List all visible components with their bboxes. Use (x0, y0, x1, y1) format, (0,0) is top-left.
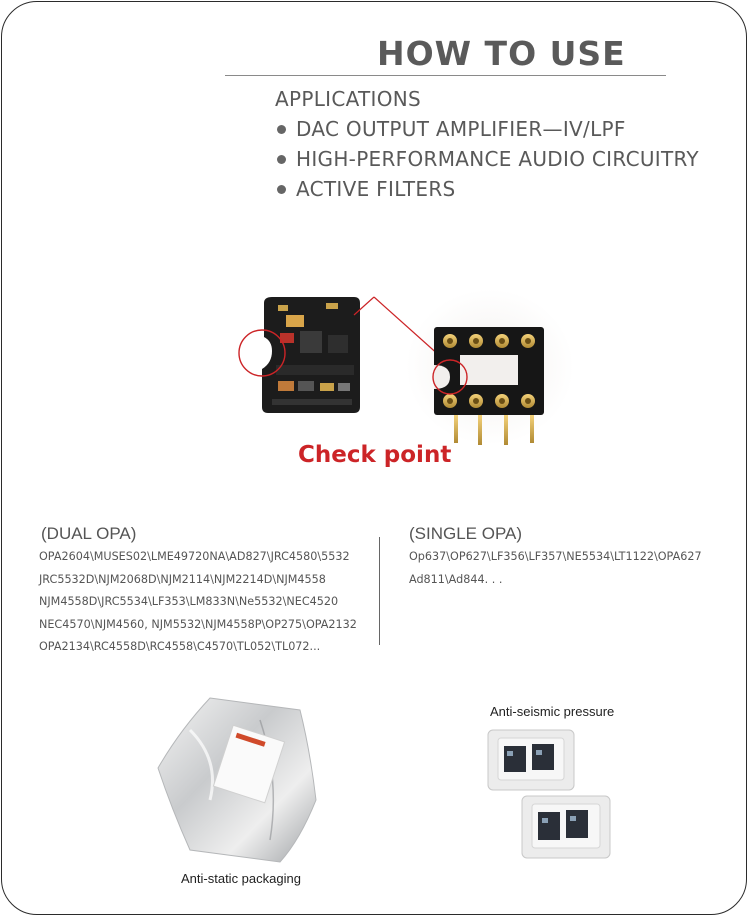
application-item-text: ACTIVE FILTERS (296, 177, 456, 201)
column-divider (379, 537, 380, 645)
dual-opa-line: NJM4558D\JRC5534\LF353\LM833N\Ne5532\NEC4520 (39, 595, 339, 608)
page-title: HOW TO USE (377, 34, 626, 73)
anti-static-caption: Anti-static packaging (181, 871, 301, 886)
anti-static-bag-image (150, 690, 340, 870)
dual-opa-line: OPA2604\MUSES02\LME49720NA\AD827\JRC4580\5532 (39, 550, 350, 563)
application-item (275, 174, 699, 204)
single-opa-heading: (SINGLE OPA) (409, 524, 523, 543)
applications-label: APPLICATIONS (275, 87, 422, 111)
application-item (275, 144, 699, 174)
single-opa-line: Op637\OP627\LF356\LF357\NE5534\LT1122\OPA627 (409, 550, 702, 563)
anti-seismic-boxes-image (484, 724, 616, 864)
check-point-caption: Check point (298, 442, 452, 468)
dual-opa-line: OPA2134\RC4558D\RC4558\C4570\TL052\TL072... (39, 640, 321, 653)
anti-seismic-caption: Anti-seismic pressure (490, 704, 615, 719)
dual-opa-line: NEC4570\NJM4560, NJM5532\NJM4558P\OP275\OPA2132 (39, 617, 357, 631)
bullet-icon (277, 155, 286, 164)
bullet-icon (277, 125, 286, 134)
box-bottom (522, 796, 610, 858)
opamp-module-board (262, 297, 360, 413)
applications-section (275, 84, 699, 204)
application-item (275, 114, 699, 144)
dual-opa-list (39, 546, 357, 659)
single-opa-list (409, 546, 702, 591)
application-item-text: DAC OUTPUT AMPLIFIER—IV/LPF (296, 117, 626, 141)
application-item-text: HIGH-PERFORMANCE AUDIO CIRCUITRY (296, 147, 699, 171)
dual-opa-line: JRC5532D\NJM2068D\NJM2114\NJM2214D\NJM4558 (39, 572, 326, 586)
title-divider (225, 75, 666, 76)
bullet-icon (277, 185, 286, 194)
dual-opa-heading: (DUAL OPA) (41, 524, 137, 543)
single-opa-line: Ad811\Ad844. . . (409, 572, 503, 586)
box-top (488, 730, 574, 790)
